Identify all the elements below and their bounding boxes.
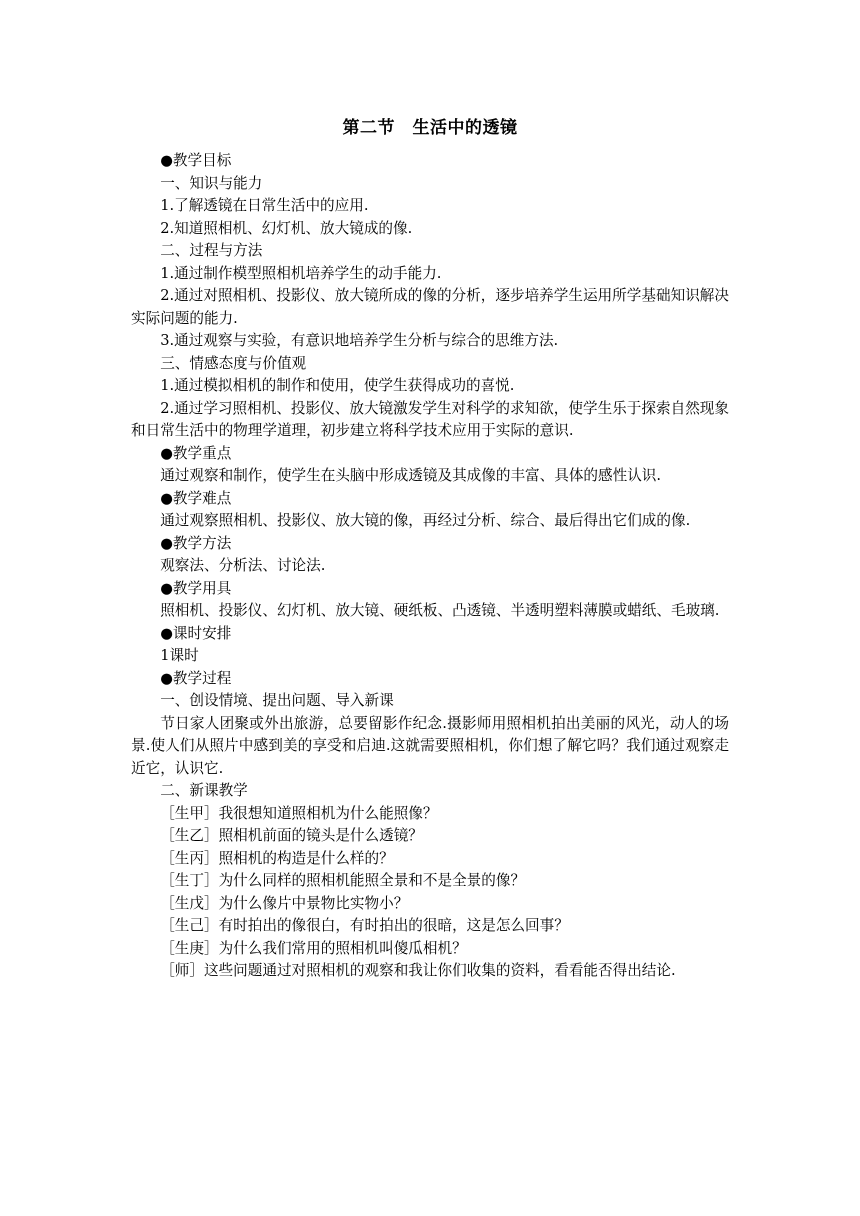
section-introduction: 一、创设情境、提出问题、导入新课 [160,692,394,709]
heading-methods: ●教学方法 [160,534,232,552]
dialogue-line: ［生戊］为什么像片中景物比实物小？ [160,894,409,912]
document-body [131,150,729,983]
dialogue-line: ［师］这些问题通过对照相机的观察和我让你们收集的资料，看看能否得出结论. [160,962,676,979]
paragraph: 2.通过学习照相机、投影仪、放大镜激发学生对科学的求知欲，使学生乐于探索自然现象和日常生活中的物理学道理，初步建立将科学技术应用于实际的意识. [131,399,729,439]
paragraph: 观察法、分析法、讨论法. [160,557,326,574]
heading-tools: ●教学用具 [160,579,232,597]
dialogue-line: ［生丁］为什么同样的照相机能照全景和不是全景的像？ [160,872,526,889]
heading-process: ●教学过程 [160,669,232,687]
paragraph: 1课时 [160,647,199,664]
section-knowledge-ability: 一、知识与能力 [160,174,263,192]
paragraph: 1.了解透镜在日常生活中的应用. [160,197,369,214]
paragraph: 2.通过对照相机、投影仪、放大镜所成的像的分析，逐步培养学生运用所学基础知识解决实际问题的能力. [131,287,729,327]
section-process-method: 二、过程与方法 [160,242,263,259]
section-emotion-values: 三、情感态度与价值观 [160,354,307,372]
heading-difficulties: ●教学难点 [160,489,232,507]
dialogue-line: ［生丙］照相机的构造是什么样的？ [160,849,394,867]
dialogue-line: ［生乙］照相机前面的镜头是什么透镜？ [160,827,423,844]
paragraph: 通过观察和制作，使学生在头脑中形成透镜及其成像的丰富、具体的感性认识. [160,467,662,484]
paragraph: 通过观察照相机、投影仪、放大镜的像，再经过分析、综合、最后得出它们成的像. [160,512,691,529]
paragraph: 节日家人团聚或外出旅游，总要留影作纪念.摄影师用照相机拍出美丽的风光，动人的场景.使人们从照片中感到美的享受和启迪.这就需要照相机，你们想了解它吗？我们通过观察走近它，认识它. [131,714,729,777]
heading-schedule: ●课时安排 [160,624,232,642]
heading-key-points: ●教学重点 [160,444,232,462]
dialogue-line: ［生甲］我很想知道照相机为什么能照像？ [160,804,438,822]
dialogue-line: ［生庚］为什么我们常用的照相机叫傻瓜相机？ [160,939,467,957]
paragraph: 2.知道照相机、幻灯机、放大镜成的像. [160,219,413,237]
section-new-lesson: 二、新课教学 [160,782,248,799]
paragraph: 1.通过制作模型照相机培养学生的动手能力. [160,264,442,282]
heading-teaching-goals: ●教学目标 [160,152,232,169]
paragraph: 1.通过模拟相机的制作和使用，使学生获得成功的喜悦. [160,377,515,394]
paragraph: 3.通过观察与实验，有意识地培养学生分析与综合的思维方法. [160,332,559,349]
dialogue-line: ［生己］有时拍出的像很白，有时拍出的很暗，这是怎么回事？ [160,917,569,934]
paragraph: 照相机、投影仪、幻灯机、放大镜、硬纸板、凸透镜、半透明塑料薄膜或蜡纸、毛玻璃. [160,602,720,619]
page-title: 第二节 生活中的透镜 [342,118,518,138]
